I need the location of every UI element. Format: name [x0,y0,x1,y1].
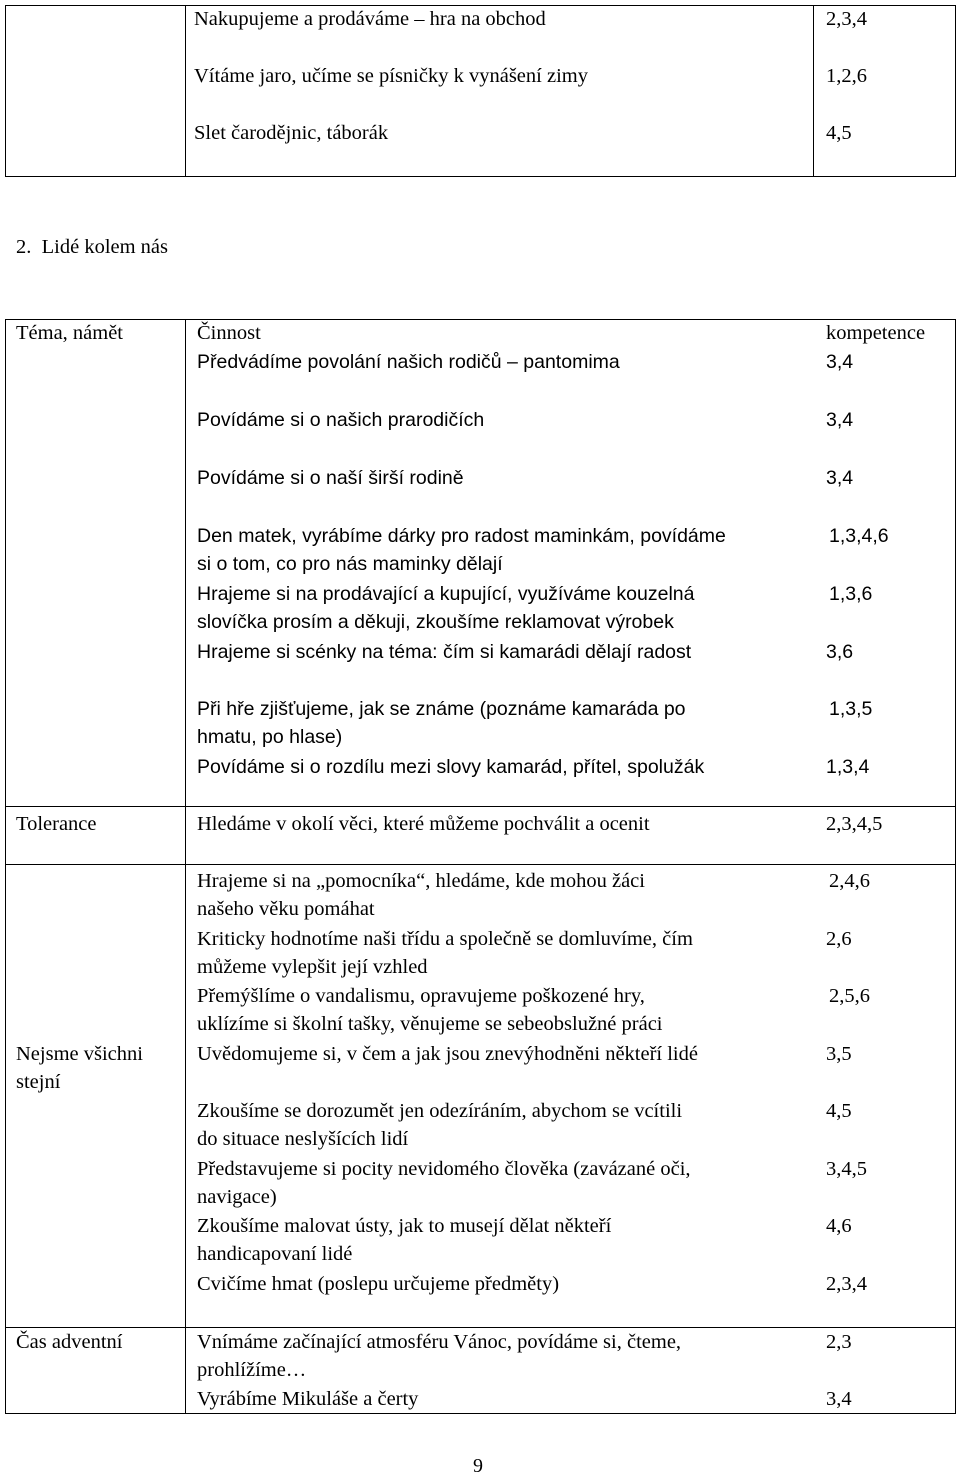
competence-value: 2,3,4 [826,1273,867,1295]
header-activity: Činnost [197,322,261,344]
page-number: 9 [473,1455,483,1477]
activity-line: Přemýšlíme o vandalismu, opravujeme poškozené hry, [197,985,645,1007]
activity-line: můžeme vylepšit její vzhled [197,956,428,978]
activity-line: Hrajeme si na „pomocníka“, hledáme, kde mohou žáci [197,870,645,892]
table-cell-activity: Nakupujeme a prodáváme – hra na obchod [194,8,546,30]
activity-line: hmatu, po hlase) [197,726,343,748]
activity-line: Předvádíme povolání našich rodičů – pantomima [197,351,620,373]
competence-value: 1,3,4 [826,756,870,778]
competence-value: 2,6 [826,928,852,950]
competence-value: 4,6 [826,1215,852,1237]
topic-nejsme: stejní [16,1071,61,1093]
activity-line: Zkoušíme se dorozumět jen odezíráním, abychom se vcítili [197,1100,683,1122]
table-cell-competence: 4,5 [826,122,852,144]
activity-line: si o tom, co pro nás maminky dělají [197,553,503,575]
competence-value: 3,4 [826,467,854,489]
competence-value: 2,3,4,5 [826,813,883,835]
competence-value: 3,5 [826,1043,852,1065]
activity-line: Povídáme si o naší širší rodině [197,467,464,489]
topic-advent: Čas adventní [16,1331,123,1353]
activity-line: Vnímáme začínající atmosféru Vánoc, povídáme si, čteme, [197,1331,682,1353]
table-cell-competence: 1,2,6 [826,65,867,87]
activity-line: Cvičíme hmat (poslepu určujeme předměty) [197,1273,560,1295]
activity-line: Při hře zjišťujeme, jak se známe (poznáme kamaráda po [197,698,686,720]
topic-nejsme: Nejsme všichni [16,1043,143,1065]
activity-line: našeho věku pomáhat [197,898,375,920]
activity-line: handicapovaní lidé [197,1243,353,1265]
activity-line: Povídáme si o rozdílu mezi slovy kamarád, přítel, spolužák [197,756,705,778]
header-topic: Téma, námět [16,322,124,344]
activity-line: Hrajeme si scénky na téma: čím si kamarádi dělají radost [197,641,692,663]
competence-value: 3,4 [826,1388,852,1410]
activity-line: uklízíme si školní tašky, věnujeme se sebeobslužné práci [197,1013,663,1035]
competence-value: 2,3 [826,1331,852,1353]
table-cell-activity: Slet čarodějnic, táborák [194,122,389,144]
activity-line: Uvědomujeme si, v čem a jak jsou znevýhodněni někteří lidé [197,1043,698,1065]
competence-value: 3,4 [826,409,854,431]
competence-value: 2,4,6 [829,870,870,892]
competence-value: 3,6 [826,641,854,663]
competence-value: 2,5,6 [829,985,870,1007]
activity-line: Představujeme si pocity nevidomého člověka (zavázané oči, [197,1158,691,1180]
competence-value: 1,3,5 [829,698,873,720]
section-heading: 2. Lidé kolem nás [16,236,169,258]
activity-line: Hledáme v okolí věci, které můžeme pochválit a ocenit [197,813,650,835]
activity-line: Vyrábíme Mikuláše a čerty [197,1388,419,1410]
competence-value: 3,4 [826,351,854,373]
topic-tolerance: Tolerance [16,813,97,835]
activity-line: Kriticky hodnotíme naši třídu a společně se domluvíme, čím [197,928,693,950]
activity-line: navigace) [197,1186,277,1208]
table-cell-activity: Vítáme jaro, učíme se písničky k vynášení zimy [194,65,588,87]
competence-value: 3,4,5 [826,1158,867,1180]
activity-line: Den matek, vyrábíme dárky pro radost maminkám, povídáme [197,525,726,547]
activity-line: Hrajeme si na prodávající a kupující, využíváme kouzelná [197,583,695,605]
activity-line: Povídáme si o našich prarodičích [197,409,485,431]
table-cell-competence: 2,3,4 [826,8,867,30]
competence-value: 1,3,6 [829,583,873,605]
competence-value: 4,5 [826,1100,852,1122]
competence-value: 1,3,4,6 [829,525,889,547]
activity-line: do situace neslyšících lidí [197,1128,409,1150]
activity-line: slovíčka prosím a děkuji, zkoušíme reklamovat výrobek [197,611,674,633]
activity-line: prohlížíme… [197,1359,307,1381]
header-competence: kompetence [826,322,926,344]
activity-line: Zkoušíme malovat ústy, jak to musejí dělat někteří [197,1215,612,1237]
